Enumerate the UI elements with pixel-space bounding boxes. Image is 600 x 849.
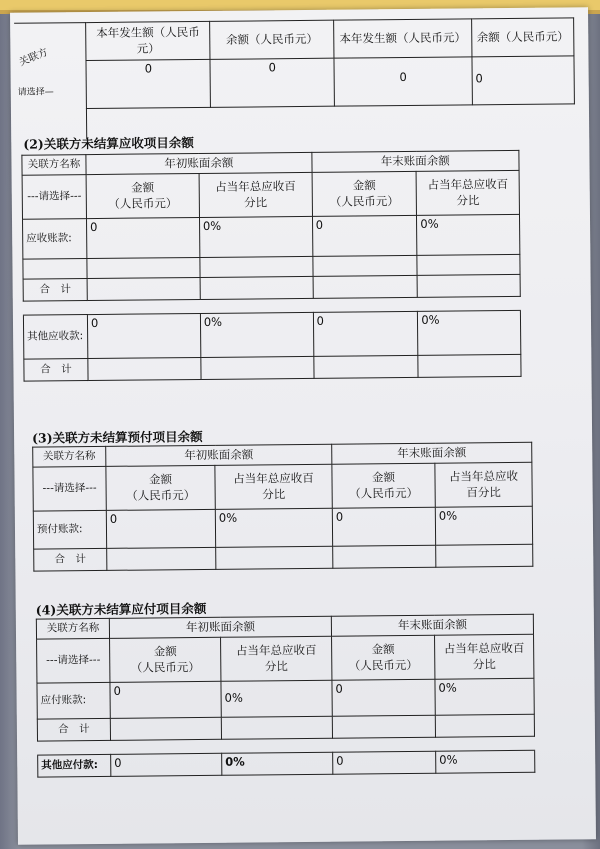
ratio-header [199, 172, 312, 217]
prepayments-table [32, 442, 533, 572]
total-cell[interactable] [201, 356, 314, 379]
blank-cell [200, 256, 313, 277]
value-text: 0% [224, 690, 243, 705]
value-cell[interactable]: 0% [417, 214, 520, 255]
value-cell[interactable]: 0 [106, 509, 215, 548]
related-party-transactions-table [14, 17, 575, 139]
value-cell[interactable]: 0 [313, 311, 418, 356]
total-cell[interactable] [216, 546, 333, 569]
ratio-header [215, 464, 332, 509]
ratio-label-2: 分比 [262, 486, 286, 501]
rmb-label: （人民币元） [126, 487, 196, 503]
rmb-label: （人民币元） [329, 193, 399, 209]
amount-label: 金额 [371, 470, 396, 485]
amount-header [312, 171, 417, 216]
value-cell[interactable]: 0 [312, 215, 417, 256]
value-cell[interactable] [221, 680, 332, 717]
total-cell[interactable] [221, 716, 332, 739]
value-cell[interactable]: 0 [111, 753, 222, 776]
total-label: 合 计 [34, 548, 107, 571]
total-cell[interactable] [333, 545, 436, 568]
rmb-label: （人民币元） [348, 657, 418, 673]
document-page [10, 7, 596, 845]
amount-header [86, 173, 199, 218]
blank-cell [313, 255, 418, 276]
ratio-label: 占当年总应收百 [235, 642, 317, 658]
ratio-label: 占当年总应收百 [427, 177, 509, 192]
amount-label: 金额 [131, 180, 155, 195]
row-label-prepayments: 预付账款: [33, 510, 106, 549]
end-balance-header: 年末账面余额 [332, 442, 532, 464]
value-cell[interactable]: 0 [334, 57, 472, 106]
section-3-title: (3)关联方未结算预付项目余额 [32, 428, 203, 446]
total-label: 合 计 [23, 279, 87, 302]
ratio-label-2: 分比 [264, 658, 288, 673]
ratio-label-2: 分比 [456, 192, 480, 208]
total-cell[interactable] [435, 714, 534, 737]
rmb-label: （人民币元） [349, 485, 419, 501]
amount-label: 金额 [148, 472, 173, 487]
value-cell[interactable]: 0 [333, 751, 436, 774]
total-label: 合 计 [24, 359, 88, 382]
total-cell[interactable] [88, 357, 201, 380]
total-cell[interactable] [110, 717, 221, 740]
payables-table [36, 614, 536, 778]
party-name-header: 关联方名称 [36, 618, 109, 639]
select-fragment: 请选择— [17, 86, 54, 98]
blank-cell [417, 254, 520, 275]
value-cell[interactable]: 0 [110, 681, 221, 718]
section-4-title: (4)关联方未结算应付项目余额 [35, 600, 207, 618]
value-cell[interactable]: 0 [87, 313, 200, 358]
header-current-year-amount-2: 本年发生额（人民币元） [334, 19, 472, 58]
end-balance-header: 年末账面余额 [331, 614, 533, 636]
ratio-label: 占当年总应收百 [443, 640, 525, 656]
value-cell[interactable]: 0% [200, 312, 313, 357]
begin-balance-header: 年初账面余额 [106, 444, 332, 466]
value-cell[interactable]: 0 [332, 679, 435, 716]
ratio-header [221, 636, 332, 681]
total-cell[interactable] [200, 276, 313, 299]
party-name-header: 关联方名称 [33, 446, 106, 467]
begin-balance-header: 年初账面余额 [109, 616, 331, 638]
value-cell[interactable]: 0 [86, 59, 210, 108]
value-cell[interactable]: 0% [199, 216, 312, 257]
ratio-label-2: 百分比 [466, 484, 501, 499]
total-cell[interactable] [332, 715, 435, 738]
value-cell[interactable]: 0% [418, 310, 521, 355]
amount-header [332, 463, 435, 508]
total-cell[interactable] [417, 274, 520, 297]
ratio-label: 占当年总应收 [448, 468, 519, 484]
ratio-header [416, 170, 519, 215]
row-label-accounts-payable: 应付账款: [37, 682, 110, 719]
total-cell[interactable] [107, 547, 216, 570]
header-current-year-amount: 本年发生额（人民币元） [86, 21, 210, 60]
total-cell[interactable] [87, 277, 200, 300]
ratio-label: 占当年总应收百 [233, 470, 314, 486]
party-name-header: 关联方名称 [22, 155, 86, 176]
ratio-label-2: 分比 [244, 194, 268, 210]
amount-label: 金额 [352, 178, 376, 193]
receivables-table [21, 150, 521, 382]
ratio-label-2: 分比 [472, 656, 496, 671]
section-2-title: (2)关联方未结算应收项目余额 [23, 135, 194, 152]
total-cell[interactable] [436, 544, 533, 567]
value-cell[interactable]: 0% [436, 750, 535, 773]
amount-label: 金额 [153, 644, 177, 659]
value-cell[interactable]: 0% [435, 678, 534, 715]
header-balance-2: 余额（人民币元） [471, 18, 574, 57]
total-label: 合 计 [37, 718, 110, 741]
ratio-label: 占当年总应收百 [215, 179, 296, 194]
value-cell[interactable]: 0 [332, 507, 435, 546]
blank-cell [87, 257, 200, 278]
rmb-label: （人民币元） [130, 659, 200, 675]
value-cell[interactable]: 0% [435, 506, 532, 545]
value-cell[interactable]: 0 [210, 58, 334, 107]
value-cell[interactable]: 0 [87, 217, 200, 258]
row-label-other-payables: 其他应付款: [38, 754, 111, 777]
end-balance-header: 年末账面余额 [312, 150, 520, 172]
select-dropdown[interactable]: ---请选择--- [33, 466, 106, 511]
value-cell[interactable]: 0% [215, 508, 332, 547]
value-cell[interactable]: 0 [472, 56, 575, 105]
total-cell[interactable] [313, 355, 418, 378]
amount-header [110, 637, 221, 682]
amount-header [106, 465, 215, 510]
amount-header [332, 635, 435, 680]
rmb-label: （人民币元） [108, 195, 178, 211]
amount-label: 金额 [371, 642, 395, 657]
ratio-header [435, 634, 534, 679]
blank-cell [23, 259, 87, 280]
begin-balance-header: 年初账面余额 [86, 152, 312, 174]
ratio-header [435, 462, 532, 507]
total-cell[interactable] [313, 275, 418, 298]
total-cell[interactable] [418, 354, 521, 377]
row-label-accounts-receivable: 应收账款: [23, 219, 87, 260]
row-label-other-receivables: 其他应收款: [23, 315, 87, 360]
row-label: 关联方 [17, 46, 50, 69]
select-dropdown[interactable]: ---请选择--- [22, 175, 86, 220]
row-label-cell [14, 23, 87, 140]
value-cell[interactable]: 0% [222, 752, 333, 775]
select-dropdown[interactable]: ---请选择--- [37, 638, 110, 683]
header-balance: 余额（人民币元） [210, 20, 334, 59]
